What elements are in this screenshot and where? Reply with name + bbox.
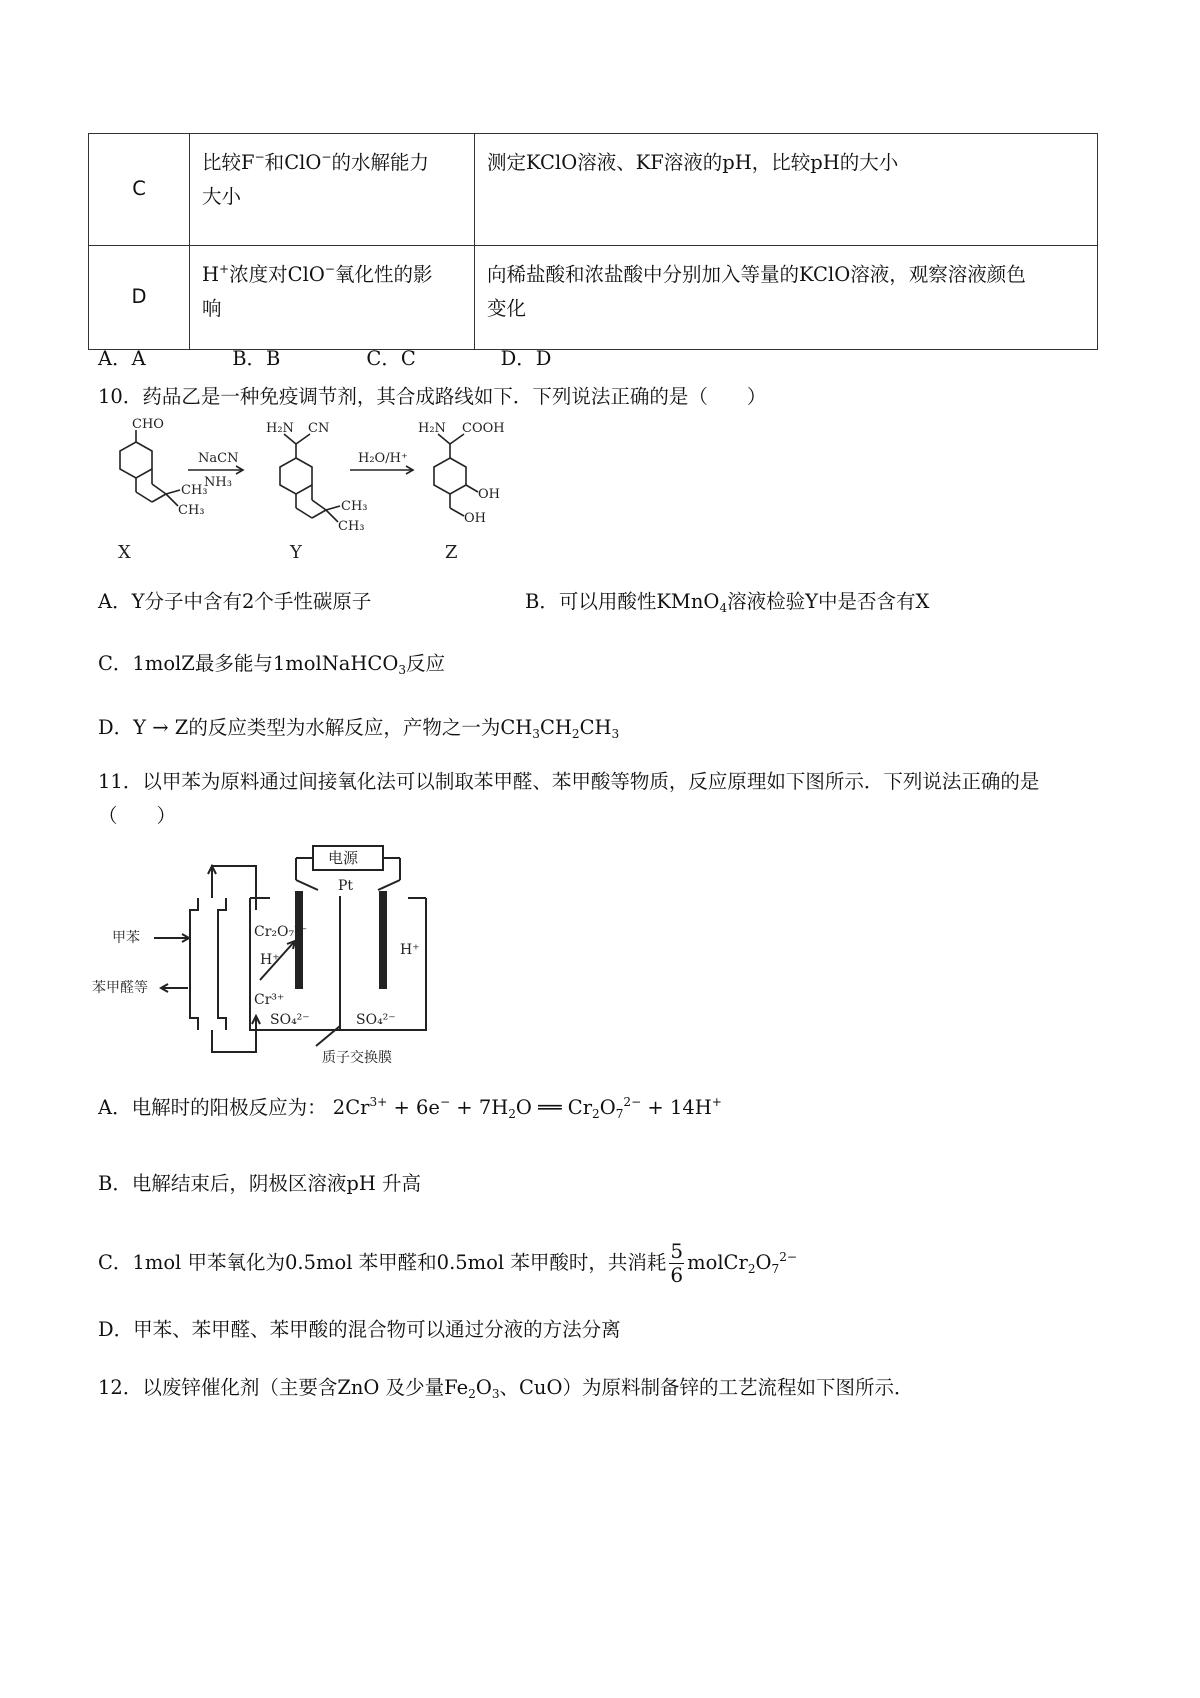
label-x: X: [118, 542, 131, 563]
pt-label: Pt: [338, 878, 354, 894]
row-method: 向稀盐酸和浓盐酸中分别加入等量的KClO溶液，观察溶液颜色 变化: [475, 246, 1098, 350]
q10-option-b[interactable]: B．可以用酸性KMnO$_4$溶液检验Y中是否含有X: [525, 590, 930, 616]
y-cn: CN: [308, 421, 330, 436]
label-z: Z: [445, 542, 458, 563]
q10-stem: 10．药品乙是一种免疫调节剂，其合成路线如下．下列说法正确的是（ ）: [98, 385, 767, 408]
table-row: [89, 134, 1098, 246]
q11-option-a[interactable]: A．电解时的阳极反应为： $2Cr^{3+} + 6e^- + 7H_2O$ ══ $Cr_2O_7^{2-} + 14H^+$: [98, 1095, 722, 1122]
power-label: 电源: [328, 849, 359, 867]
q10-option-d[interactable]: D．Y → Z的反应类型为水解反应，产物之一为$CH_3CH_2CH_3$: [98, 716, 620, 742]
z-h2n: H₂N: [418, 421, 446, 436]
y-h2n: H₂N: [266, 421, 294, 436]
q9-choices: [98, 345, 551, 372]
y-ch3-bot: CH₃: [338, 519, 365, 534]
so4-left-label: SO₄²⁻: [270, 1012, 310, 1028]
fraction: $\frac{5}{6}$: [670, 1239, 684, 1287]
q11-stem: 11．以甲苯为原料通过间接氧化法可以制取苯甲醛、苯甲酸等物质，反应原理如下图所示．下列说法正确的是: [98, 770, 1040, 793]
q11-option-d[interactable]: D．甲苯、苯甲醛、苯甲酸的混合物可以通过分液的方法分离: [98, 1318, 621, 1341]
q11-option-c[interactable]: C．1mol 甲苯氧化为0.5mol 苯甲醛和0.5mol 苯甲酸时，共消耗 $\frac{5}{6}$ $molCr_2O_7^{2-}$: [98, 1239, 797, 1287]
r1-top: NaCN: [198, 451, 239, 466]
x-ch3-bot: CH₃: [178, 503, 205, 518]
h-right-label: H⁺: [400, 942, 420, 958]
table-row: [89, 246, 1098, 350]
products-label: 苯甲醛等: [92, 980, 148, 996]
synthesis-scheme: [100, 418, 570, 568]
row-purpose: 比较F−和ClO−的水解能力 大小: [190, 134, 475, 246]
x-ch3-top: CH₃: [181, 483, 208, 498]
toluene-label: 甲苯: [112, 930, 140, 946]
z-oh-1: OH: [478, 487, 500, 502]
row-label: C: [89, 134, 190, 246]
cr2o7-label: Cr₂O₇²⁻: [254, 924, 308, 940]
r2-top: H₂O/H⁺: [358, 451, 408, 466]
so4-right-label: SO₄²⁻: [356, 1012, 396, 1028]
row-purpose: H+浓度对ClO−氧化性的影 响: [190, 246, 475, 350]
q10-option-c[interactable]: C．1molZ最多能与1molNaHCO$_3$反应: [98, 652, 446, 678]
h-left-label: H⁺: [260, 952, 280, 968]
row-label: D: [89, 246, 190, 350]
r1-bot: NH₃: [204, 475, 232, 490]
membrane-label: 质子交换膜: [322, 1050, 392, 1066]
z-oh-2: OH: [464, 511, 486, 526]
choice-b[interactable]: B．B: [232, 347, 281, 370]
q12-stem: 12．以废锌催化剂（主要含ZnO 及少量$Fe_2O_3$、CuO）为原料制备锌的工艺流程如下图所示．: [98, 1376, 914, 1402]
z-cooh: COOH: [462, 421, 505, 436]
y-ch3-top: CH₃: [341, 499, 368, 514]
row-method: 测定KClO溶液、KF溶液的pH，比较pH的大小: [475, 134, 1098, 246]
label-y: Y: [290, 542, 302, 563]
x-cho: CHO: [132, 417, 164, 432]
electrolysis-diagram: [92, 840, 470, 1070]
q10-option-a[interactable]: A．Y分子中含有2个手性碳原子: [98, 590, 372, 613]
options-table: [88, 133, 1098, 350]
choice-a[interactable]: A．A: [98, 347, 146, 370]
q11-paren: （ ）: [98, 804, 177, 827]
q11-option-b[interactable]: B．电解结束后，阴极区溶液pH 升高: [98, 1172, 422, 1195]
choice-c[interactable]: C．C: [366, 347, 416, 370]
cr3-label: Cr³⁺: [254, 992, 285, 1008]
choice-d[interactable]: D．D: [500, 347, 552, 370]
